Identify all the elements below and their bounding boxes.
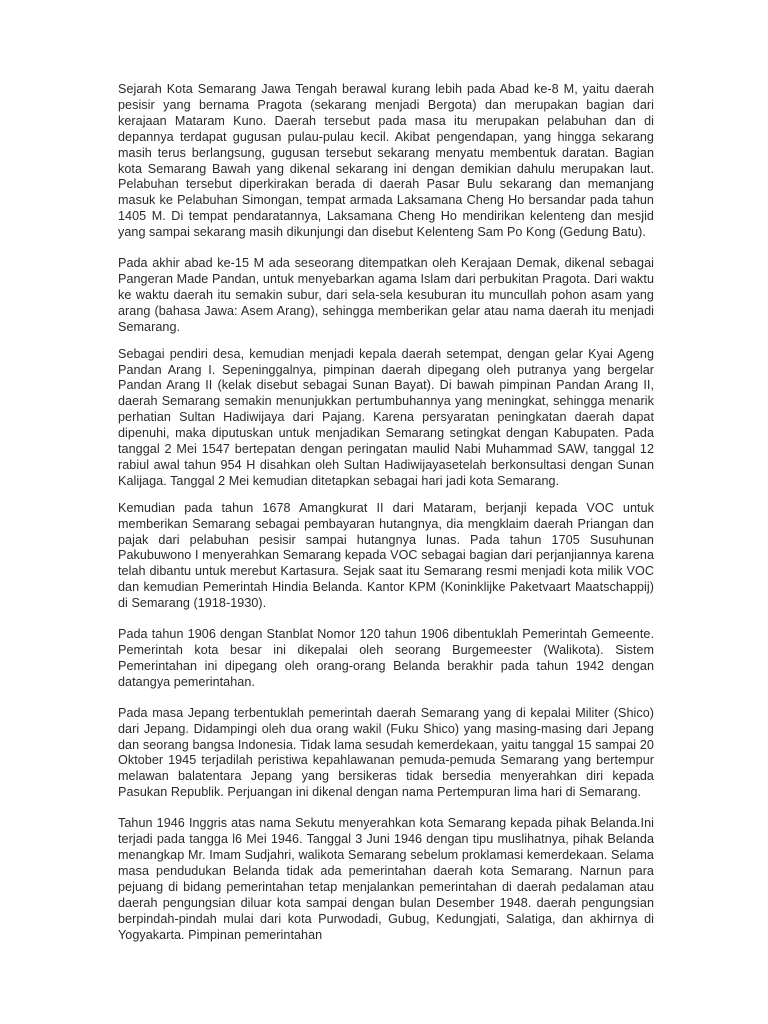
paragraph-voc-era: Kemudian pada tahun 1678 Amangkurat II dari Mataram, berjanji kepada VOC untuk memberikan Semarang sebagai pembayaran hutangnya, dia mengklaim daerah Priangan dan pajak dari pelabuhan pesisir sampai hutangnya lunas. Pada tahun 1705 Susuhunan Pakubuwono I menyerahkan Semarang kepada VOC sebagai bagian dari perjanjiannya karena telah dibantu untuk merebut Kartasura. Sejak saat itu Semarang resmi menjadi kota milik VOC dan kemudian Pemerintah Hindia Belanda. Kantor KPM (Koninklijke Paketvaart Maatschappij) di Semarang (1918-1930). [118, 500, 654, 611]
paragraph-history-origin: Sejarah Kota Semarang Jawa Tengah berawal kurang lebih pada Abad ke-8 M, yaitu daerah pesisir yang bernama Pragota (sekarang menjadi Bergota) dan merupakan bagian dari kerajaan Mataram Kuno. Daerah tersebut pada masa itu merupakan pelabuhan dan di depannya terdapat gugusan pulau-pulau kecil. Akibat pengendapan, yang hingga sekarang masih terus berlangsung, gugusan tersebut sekarang menyatu membentuk daratan. Bagian kota Semarang Bawah yang dikenal sekarang ini dengan demikian dahulu merupakan laut. Pelabuhan tersebut diperkirakan berada di daerah Pasar Bulu sekarang dan memanjang masuk ke Pelabuhan Simongan, tempat armada Laksamana Cheng Ho bersandar pada tahun 1405 M. Di tempat pendaratannya, Laksamana Cheng Ho mendirikan kelenteng dan mesjid yang sampai sekarang masih dikunjungi dan disebut Kelenteng Sam Po Kong (Gedung Batu). [118, 82, 654, 240]
paragraph-post-independence: Tahun 1946 Inggris atas nama Sekutu menyerahkan kota Semarang kepada pihak Belanda.Ini terjadi pada tangga l6 Mei 1946. Tanggal 3 Juni 1946 dengan tipu muslihatnya, pihak Belanda menangkap Mr. Imam Sudjahri, walikota Semarang sebelum proklamasi kemerdekaan. Selama masa pendudukan Belanda tidak ada pemerintahan daerah kota Semarang. Narnun para pejuang di bidang pemerintahan tetap menjalankan pemerintahan di daerah pedalaman atau daerah pengungsian diluar kota sampai dengan bulan Desember 1948. daerah pengungsian berpindah-pindah mulai dari kota Purwodadi, Gubug, Kedungjati, Salatiga, dan akhirnya di Yogyakarta. Pimpinan pemerintahan [118, 816, 654, 942]
document-page [118, 82, 654, 943]
paragraph-gemeente: Pada tahun 1906 dengan Stanblat Nomor 120 tahun 1906 dibentuklah Pemerintah Gemeente. Pemerintah kota besar ini dikepalai oleh seorang Burgemeester (Walikota). Sistem Pemerintahan ini dipegang oleh orang-orang Belanda berakhir pada tahun 1942 dengan datangya pemerintahan. [118, 627, 654, 689]
paragraph-pandan-arang: Sebagai pendiri desa, kemudian menjadi kepala daerah setempat, dengan gelar Kyai Ageng Pandan Arang I. Sepeninggalnya, pimpinan daerah dipegang oleh putranya yang bergelar Pandan Arang II (kelak disebut sebagai Sunan Bayat). Di bawah pimpinan Pandan Arang II, daerah Semarang semakin menunjukkan pertumbuhannya yang meningkat, sehingga menarik perhatian Sultan Hadiwijaya dari Pajang. Karena persyaratan peningkatan daerah dapat dipenuhi, maka diputuskan untuk menjadikan Semarang setingkat dengan Kabupaten. Pada tanggal 2 Mei 1547 bertepatan dengan peringatan maulid Nabi Muhammad SAW, tanggal 12 rabiul awal tahun 954 H disahkan oleh Sultan Hadiwijayasetelah berkonsultasi dengan Sunan Kalijaga. Tanggal 2 Mei kemudian ditetapkan sebagai hari jadi kota Semarang. [118, 346, 654, 488]
paragraph-pangeran-made-pandan: Pada akhir abad ke-15 M ada seseorang ditempatkan oleh Kerajaan Demak, dikenal sebagai Pangeran Made Pandan, untuk menyebarkan agama Islam dari perbukitan Pragota. Dari waktu ke waktu daerah itu semakin subur, dari sela-sela kesuburan itu muncullah pohon asam yang arang (bahasa Jawa: Asem Arang), sehingga memberikan gelar atau nama daerah itu menjadi Semarang. [118, 256, 654, 334]
paragraph-japanese-era: Pada masa Jepang terbentuklah pemerintah daerah Semarang yang di kepalai Militer (Shico) dari Jepang. Didampingi oleh dua orang wakil (Fuku Shico) yang masing-masing dari Jepang dan seorang bangsa Indonesia. Tidak lama sesudah kemerdekaan, yaitu tanggal 15 sampai 20 Oktober 1945 terjadilah peristiwa kepahlawanan pemuda-pemuda Semarang yang bertempur melawan balatentara Jepang yang bersikeras tidak bersedia menyerahkan diri kepada Pasukan Republik. Perjuangan ini dikenal dengan nama Pertempuran lima hari di Semarang. [118, 705, 654, 800]
